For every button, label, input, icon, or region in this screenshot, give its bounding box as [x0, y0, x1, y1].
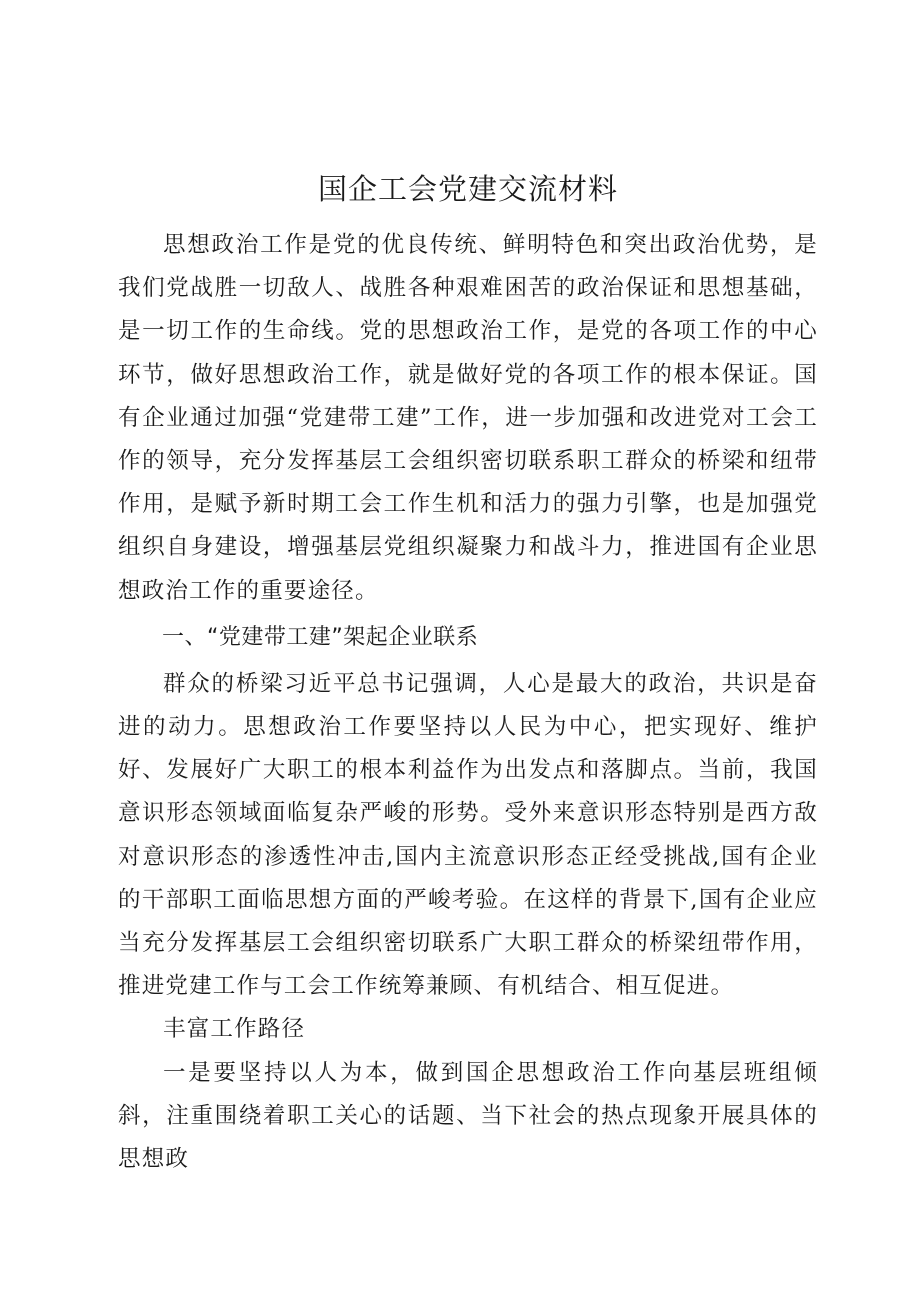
- point-1-paragraph: 一是要坚持以人为本，做到国企思想政治工作向基层班组倾斜，注重围绕着职工关心的话题、当下社会的热点现象开展具体的思想政: [118, 1059, 818, 1173]
- document-title: 国企工会党建交流材料: [317, 172, 618, 206]
- document-page: [118, 160, 818, 1173]
- section-1-heading: 一、“党建带工建”架起企业联系: [162, 624, 479, 650]
- subheading-work-path: 丰富工作路径: [163, 1016, 306, 1043]
- section-1-paragraph: 群众的桥梁习近平总书记强调，人心是最大的政治，共识是奋进的动力。思想政治工作要坚持以人民为中心，把实现好、维护好、发展好广大职工的根本利益作为出发点和落脚点。当前，我国意识形态领域面临复杂严峻的形势。受外来意识形态特别是西方敌对意识形态的渗透性冲击,国内主流意识形态正经受挑战,国有企业的干部职工面临思想方面的严峻考验。在这样的背景下,国有企业应当充分发挥基层工会组织密切联系广大职工群众的桥梁纽带作用，推进党建工作与工会工作统筹兼顾、有机结合、相互促进。: [118, 670, 818, 1000]
- intro-paragraph: 思想政治工作是党的优良传统、鲜明特色和突出政治优势，是我们党战胜一切敌人、战胜各种艰难困苦的政治保证和思想基础，是一切工作的生命线。党的思想政治工作，是党的各项工作的中心环节，做好思想政治工作，就是做好党的各项工作的根本保证。国有企业通过加强“党建带工建”工作，进一步加强和改进党对工会工作的领导，充分发挥基层工会组织密切联系职工群众的桥梁和纽带作用，是赋予新时期工会工作生机和活力的强力引擎，也是加强党组织自身建设，增强基层党组织凝聚力和战斗力，推进国有企业思想政治工作的重要途径。: [118, 232, 818, 604]
